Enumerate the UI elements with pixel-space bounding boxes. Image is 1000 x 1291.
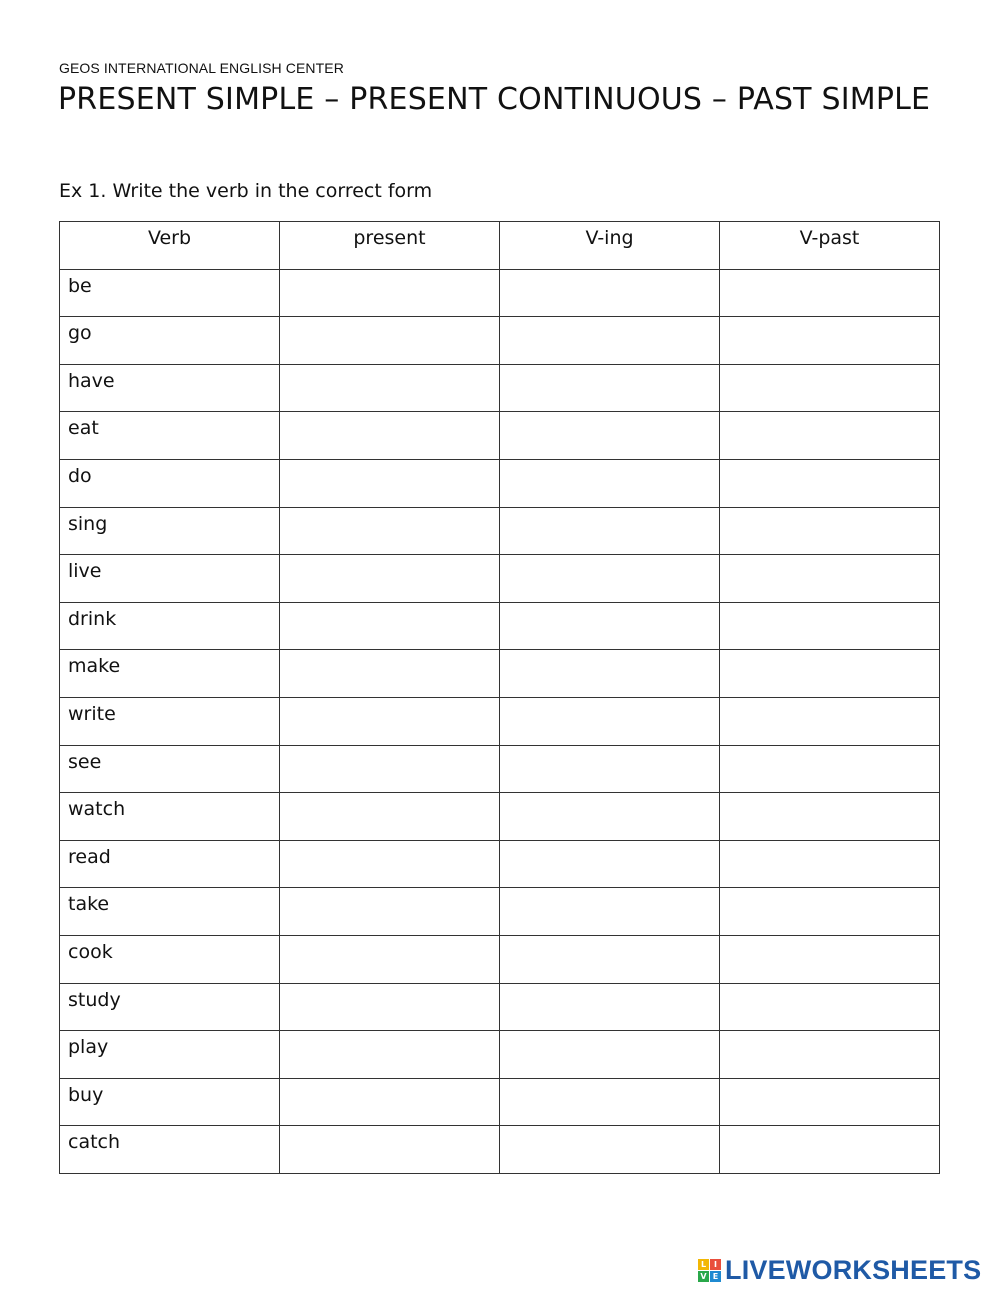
v-past-answer-cell[interactable]: [720, 317, 940, 365]
table-row: [60, 1078, 940, 1126]
v-ing-answer-cell[interactable]: [500, 888, 720, 936]
table-body: [60, 269, 940, 1173]
table-header-row: [60, 222, 940, 270]
column-header-v-past: V-past: [720, 222, 940, 270]
exercise-instruction: Ex 1. Write the verb in the correct form: [59, 180, 433, 202]
table-row: [60, 650, 940, 698]
table-row: [60, 745, 940, 793]
v-ing-answer-cell[interactable]: [500, 317, 720, 365]
verb-cell: study: [60, 983, 280, 1031]
v-past-answer-cell[interactable]: [720, 269, 940, 317]
verb-cell: go: [60, 317, 280, 365]
page-title: PRESENT SIMPLE – PRESENT CONTINUOUS – PAST SIMPLE: [58, 82, 931, 117]
v-past-answer-cell[interactable]: [720, 459, 940, 507]
v-past-answer-cell[interactable]: [720, 1031, 940, 1079]
verb-cell: sing: [60, 507, 280, 555]
v-past-answer-cell[interactable]: [720, 697, 940, 745]
present-answer-cell[interactable]: [280, 650, 500, 698]
v-past-answer-cell[interactable]: [720, 888, 940, 936]
table-row: [60, 840, 940, 888]
verb-cell: catch: [60, 1126, 280, 1174]
v-ing-answer-cell[interactable]: [500, 1078, 720, 1126]
v-ing-answer-cell[interactable]: [500, 269, 720, 317]
verb-cell: do: [60, 459, 280, 507]
present-answer-cell[interactable]: [280, 983, 500, 1031]
verb-cell: drink: [60, 602, 280, 650]
present-answer-cell[interactable]: [280, 317, 500, 365]
v-ing-answer-cell[interactable]: [500, 602, 720, 650]
verb-cell: make: [60, 650, 280, 698]
table-row: [60, 269, 940, 317]
table-row: [60, 507, 940, 555]
present-answer-cell[interactable]: [280, 840, 500, 888]
present-answer-cell[interactable]: [280, 412, 500, 460]
verb-cell: have: [60, 364, 280, 412]
v-past-answer-cell[interactable]: [720, 602, 940, 650]
table-row: [60, 459, 940, 507]
verb-cell: watch: [60, 793, 280, 841]
verb-cell: play: [60, 1031, 280, 1079]
organization-name: GEOS INTERNATIONAL ENGLISH CENTER: [59, 60, 344, 76]
verb-cell: see: [60, 745, 280, 793]
v-past-answer-cell[interactable]: [720, 745, 940, 793]
v-ing-answer-cell[interactable]: [500, 650, 720, 698]
verb-cell: cook: [60, 935, 280, 983]
present-answer-cell[interactable]: [280, 1126, 500, 1174]
v-past-answer-cell[interactable]: [720, 364, 940, 412]
v-ing-answer-cell[interactable]: [500, 983, 720, 1031]
v-past-answer-cell[interactable]: [720, 1078, 940, 1126]
verb-cell: buy: [60, 1078, 280, 1126]
v-ing-answer-cell[interactable]: [500, 793, 720, 841]
v-past-answer-cell[interactable]: [720, 935, 940, 983]
logo-text: LIVEWORKSHEETS: [725, 1254, 982, 1285]
verb-cell: live: [60, 555, 280, 603]
v-ing-answer-cell[interactable]: [500, 412, 720, 460]
v-past-answer-cell[interactable]: [720, 650, 940, 698]
verb-cell: read: [60, 840, 280, 888]
verb-cell: eat: [60, 412, 280, 460]
verb-cell: write: [60, 697, 280, 745]
table-row: [60, 317, 940, 365]
present-answer-cell[interactable]: [280, 459, 500, 507]
v-ing-answer-cell[interactable]: [500, 697, 720, 745]
verb-cell: take: [60, 888, 280, 936]
v-ing-answer-cell[interactable]: [500, 555, 720, 603]
table-row: [60, 602, 940, 650]
verb-forms-table: [59, 221, 940, 1174]
v-ing-answer-cell[interactable]: [500, 364, 720, 412]
table-row: [60, 1126, 940, 1174]
table-row: [60, 412, 940, 460]
present-answer-cell[interactable]: [280, 269, 500, 317]
present-answer-cell[interactable]: [280, 555, 500, 603]
present-answer-cell[interactable]: [280, 745, 500, 793]
liveworksheets-logo: [698, 1255, 981, 1285]
column-header-present: present: [280, 222, 500, 270]
v-past-answer-cell[interactable]: [720, 1126, 940, 1174]
v-ing-answer-cell[interactable]: [500, 840, 720, 888]
column-header-v-ing: V-ing: [500, 222, 720, 270]
v-ing-answer-cell[interactable]: [500, 507, 720, 555]
table-row: [60, 935, 940, 983]
table-row: [60, 888, 940, 936]
present-answer-cell[interactable]: [280, 935, 500, 983]
table-row: [60, 1031, 940, 1079]
v-past-answer-cell[interactable]: [720, 793, 940, 841]
table-row: [60, 555, 940, 603]
logo-blocks-icon: L I V E: [698, 1259, 721, 1282]
v-ing-answer-cell[interactable]: [500, 1126, 720, 1174]
table-row: [60, 697, 940, 745]
v-past-answer-cell[interactable]: [720, 412, 940, 460]
v-past-answer-cell[interactable]: [720, 840, 940, 888]
column-header-verb: Verb: [60, 222, 280, 270]
v-ing-answer-cell[interactable]: [500, 459, 720, 507]
present-answer-cell[interactable]: [280, 793, 500, 841]
present-answer-cell[interactable]: [280, 364, 500, 412]
present-answer-cell[interactable]: [280, 1078, 500, 1126]
table-row: [60, 793, 940, 841]
present-answer-cell[interactable]: [280, 602, 500, 650]
present-answer-cell[interactable]: [280, 697, 500, 745]
v-ing-answer-cell[interactable]: [500, 935, 720, 983]
v-past-answer-cell[interactable]: [720, 507, 940, 555]
v-past-answer-cell[interactable]: [720, 983, 940, 1031]
v-ing-answer-cell[interactable]: [500, 745, 720, 793]
v-past-answer-cell[interactable]: [720, 555, 940, 603]
verb-cell: be: [60, 269, 280, 317]
present-answer-cell[interactable]: [280, 888, 500, 936]
present-answer-cell[interactable]: [280, 507, 500, 555]
table-row: [60, 364, 940, 412]
present-answer-cell[interactable]: [280, 1031, 500, 1079]
table-row: [60, 983, 940, 1031]
v-ing-answer-cell[interactable]: [500, 1031, 720, 1079]
